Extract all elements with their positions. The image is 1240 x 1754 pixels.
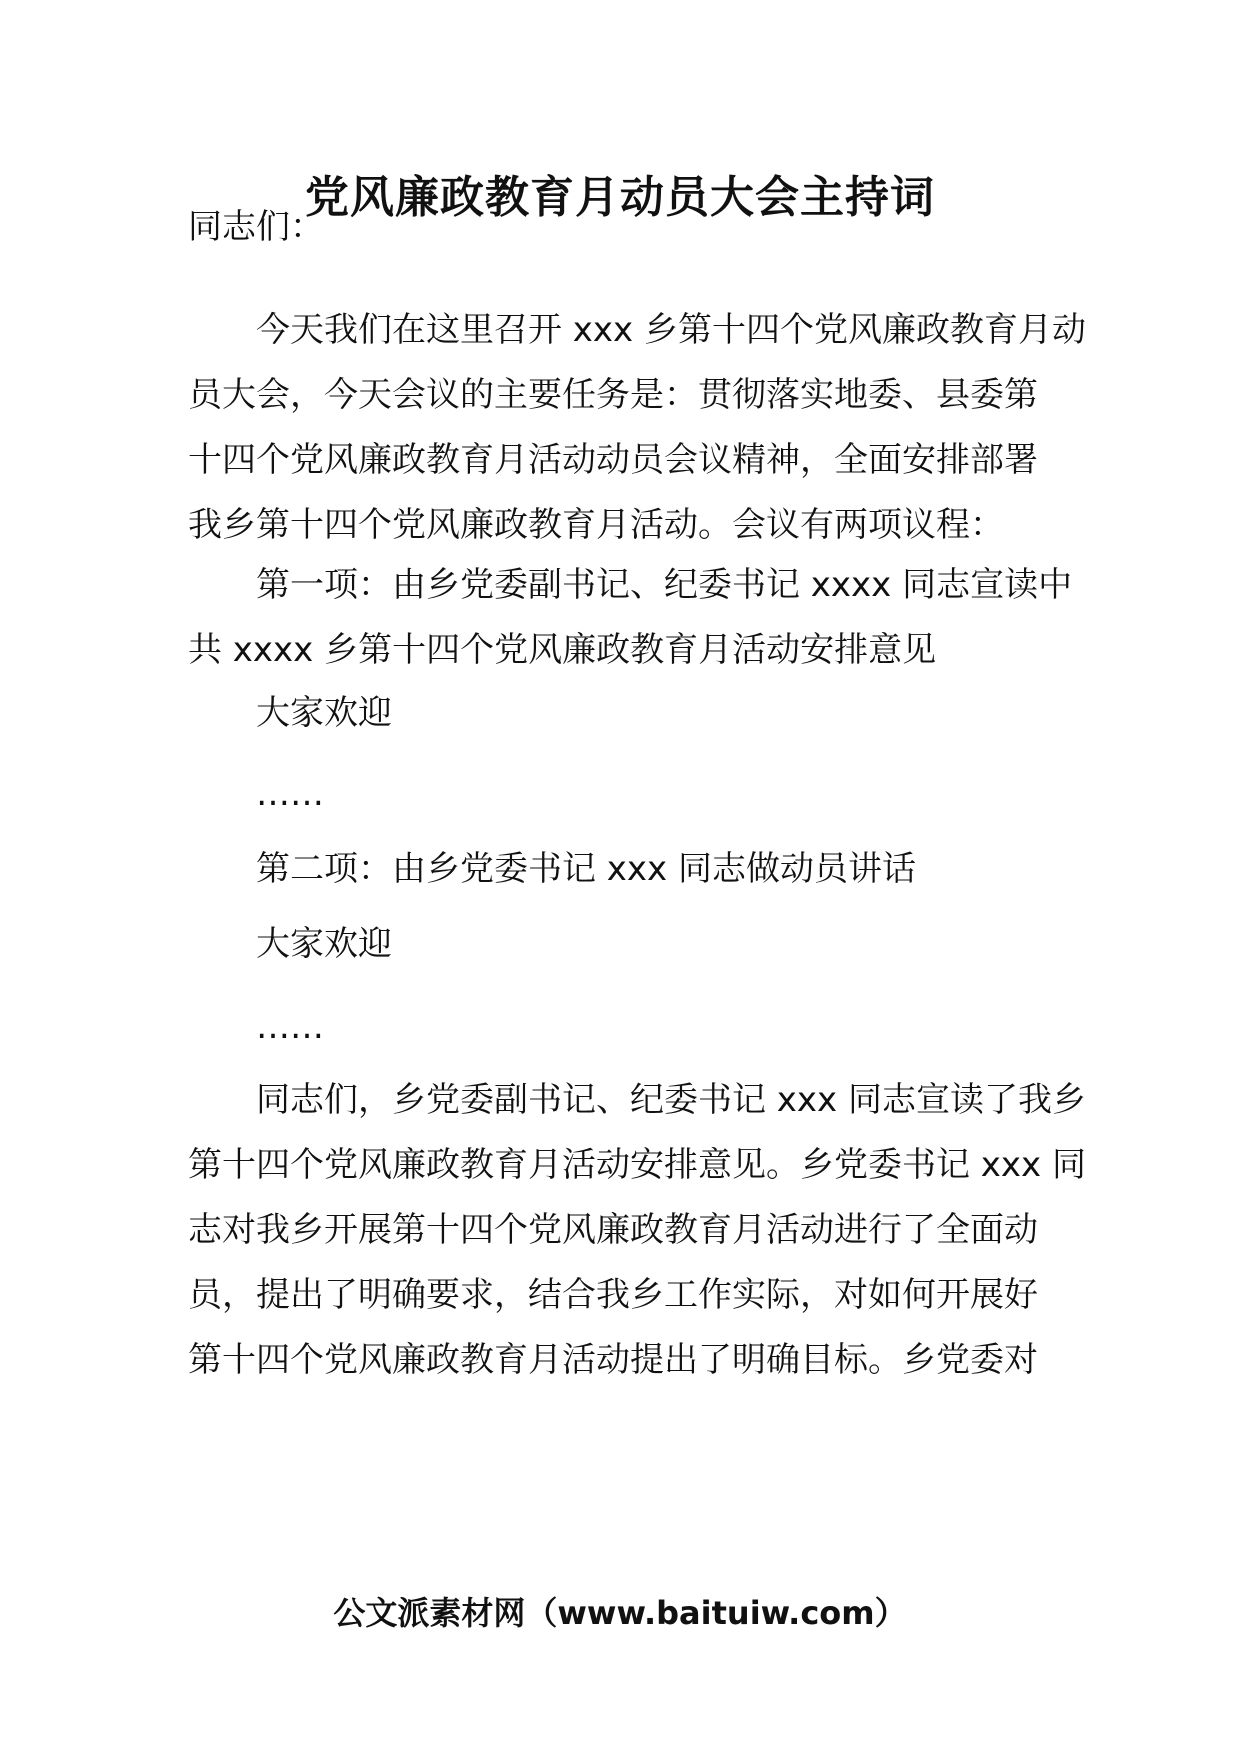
paragraph-line: 员，提出了明确要求，结合我乡工作实际，对如何开展好 xyxy=(188,1275,1038,1315)
ellipsis-line-2 xyxy=(188,995,1060,1060)
ellipsis-text: …… xyxy=(256,774,324,814)
paragraph-line: 志对我乡开展第十四个党风廉政教育月活动进行了全面动 xyxy=(188,1210,1038,1250)
agenda-item-2 xyxy=(188,837,1060,902)
paragraph-line: 第一项：由乡党委副书记、纪委书记 xxxx 同志宣读中 xyxy=(256,565,1073,605)
greeting-block xyxy=(188,195,1060,260)
paragraph-line: 十四个党风廉政教育月活动动员会议精神，全面安排部署 xyxy=(188,440,1038,480)
paragraph-line: 共 xxxx 乡第十四个党风廉政教育月活动安排意见 xyxy=(188,630,937,670)
closing-paragraph xyxy=(188,1068,1086,1393)
welcome-line-1 xyxy=(188,681,1060,746)
paragraph-line: 第十四个党风廉政教育月活动提出了明确目标。乡党委对 xyxy=(188,1340,1038,1380)
welcome-line-2 xyxy=(188,912,1060,977)
ellipsis-text: …… xyxy=(256,1007,324,1047)
welcome-text: 大家欢迎 xyxy=(256,693,392,733)
ellipsis-line-1 xyxy=(188,762,1060,827)
paragraph-line: 员大会，今天会议的主要任务是：贯彻落实地委、县委第 xyxy=(188,375,1038,415)
intro-paragraph xyxy=(188,298,1086,558)
footer-watermark: 公文派素材网（www.baituiw.com） xyxy=(333,1594,907,1632)
greeting-text: 同志们： xyxy=(188,207,324,247)
document-title: 党风廉政教育月动员大会主持词 xyxy=(305,172,935,223)
paragraph-line: 今天我们在这里召开 xxx 乡第十四个党风廉政教育月动 xyxy=(256,310,1086,350)
paragraph-line: 第十四个党风廉政教育月活动安排意见。乡党委书记 xxx 同 xyxy=(188,1145,1086,1185)
paragraph-line: 同志们，乡党委副书记、纪委书记 xxx 同志宣读了我乡 xyxy=(256,1080,1086,1120)
paragraph-line: 我乡第十四个党风廉政教育月活动。会议有两项议程： xyxy=(188,505,1004,545)
welcome-text: 大家欢迎 xyxy=(256,924,392,964)
agenda-item-1 xyxy=(188,553,1073,683)
paragraph-line: 第二项：由乡党委书记 xxx 同志做动员讲话 xyxy=(256,849,916,889)
